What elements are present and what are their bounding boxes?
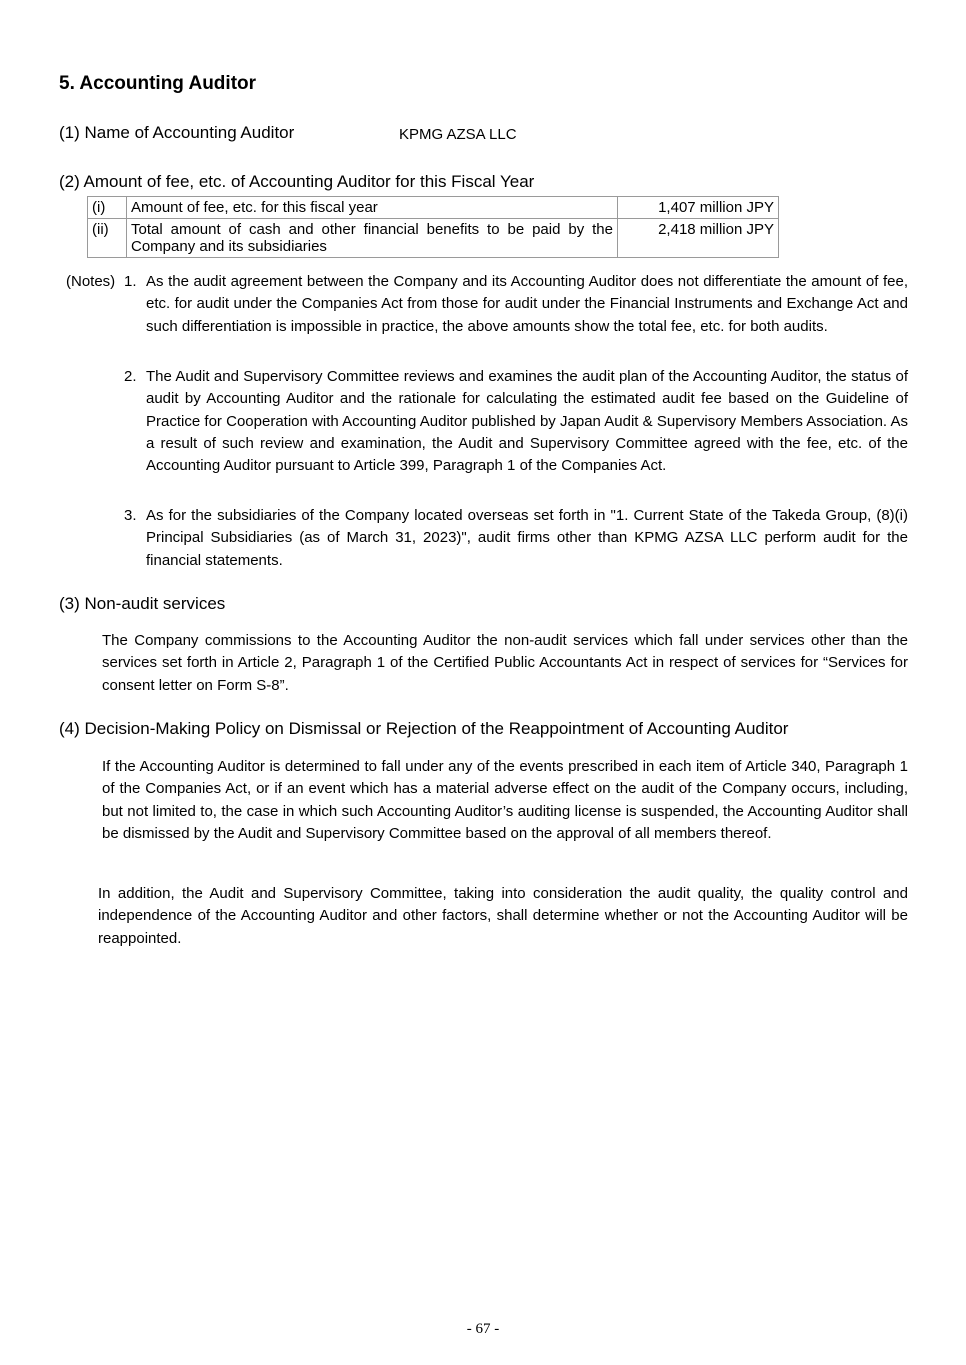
note-text: The Audit and Supervisory Committee reviews and examines the audit plan of the Accounting Auditor, the status of audit by Accounting Auditor and the rationale for calculating the estimated audit fee based on the Guideline of Practice for Cooperation with Accounting Auditor published by Japan Audit & Supervisory Members Association. As a result of such review and examination, the Audit and Supervisory Committee agreed with the fee, etc. of the Accounting Auditor pursuant to Article 399, Paragraph 1 of the Companies Act. bbox=[146, 368, 908, 475]
notes-label: (Notes) bbox=[66, 273, 116, 290]
note-text: As the audit agreement between the Company and its Accounting Auditor does not differentiate the amount of fee, etc. for audit under the Companies Act from those for audit under the Financial Instruments and Exchange Act and such differentiation is impossible in practice, the above amounts show the total fee, etc. for both audits. bbox=[146, 273, 908, 335]
auditor-name-heading: (1) Name of Accounting Auditor bbox=[59, 123, 295, 142]
non-audit-text: The Company commissions to the Accounting Auditor the non-audit services which fall under services other than the services set forth in Article 2, Paragraph 1 of the Certified Public Accountants Act in respect of services for “Services for consent letter on Form S-8”. bbox=[102, 632, 908, 694]
policy-heading: (4) Decision-Making Policy on Dismissal or Rejection of the Reappointment of Accounting Auditor bbox=[59, 719, 789, 738]
row-number: (ii) bbox=[88, 219, 127, 258]
policy-paragraph: If the Accounting Auditor is determined to fall under any of the events prescribed in each item of Article 340, Paragraph 1 of the Companies Act, or if an event which has a material adverse effect on the audit of the Company occurs, including, but not limited to, the case in which such Accounting Auditor’s auditing license is suspended, the Accounting Auditor shall be dismissed by the Audit and Supervisory Committee based on the approval of all members thereof. bbox=[102, 758, 908, 842]
row-description: Amount of fee, etc. for this fiscal year bbox=[127, 197, 618, 219]
note-item bbox=[124, 366, 908, 477]
table-row bbox=[88, 219, 779, 258]
note-number: 3. bbox=[124, 507, 137, 524]
note-item bbox=[124, 505, 908, 572]
row-amount: 2,418 million JPY bbox=[618, 219, 779, 258]
note-number: 1. bbox=[124, 273, 137, 290]
note-number: 2. bbox=[124, 368, 137, 385]
auditor-name-value: KPMG AZSA LLC bbox=[399, 126, 517, 143]
row-description: Total amount of cash and other financial benefits to be paid by the Company and its subsidiaries bbox=[127, 219, 618, 258]
row-number: (i) bbox=[88, 197, 127, 219]
policy-paragraph: In addition, the Audit and Supervisory Committee, taking into consideration the audit quality, the quality control and independence of the Accounting Auditor and other factors, shall determine whether or not the Accounting Auditor will be reappointed. bbox=[98, 885, 908, 947]
page-number: - 67 - bbox=[466, 1321, 500, 1337]
note-text: As for the subsidiaries of the Company located overseas set forth in "1. Current State of the Takeda Group, (8)(i) Principal Subsidiaries (as of March 31, 2023)", audit firms other than KPMG AZSA LLC perform audit for the financial statements. bbox=[146, 507, 908, 569]
fee-heading: (2) Amount of fee, etc. of Accounting Auditor for this Fiscal Year bbox=[59, 172, 535, 191]
fee-table bbox=[87, 196, 779, 258]
section-title: 5. Accounting Auditor bbox=[59, 73, 257, 94]
row-amount: 1,407 million JPY bbox=[618, 197, 779, 219]
table-row bbox=[88, 197, 779, 219]
non-audit-heading: (3) Non-audit services bbox=[59, 594, 226, 613]
note-item bbox=[124, 271, 908, 338]
